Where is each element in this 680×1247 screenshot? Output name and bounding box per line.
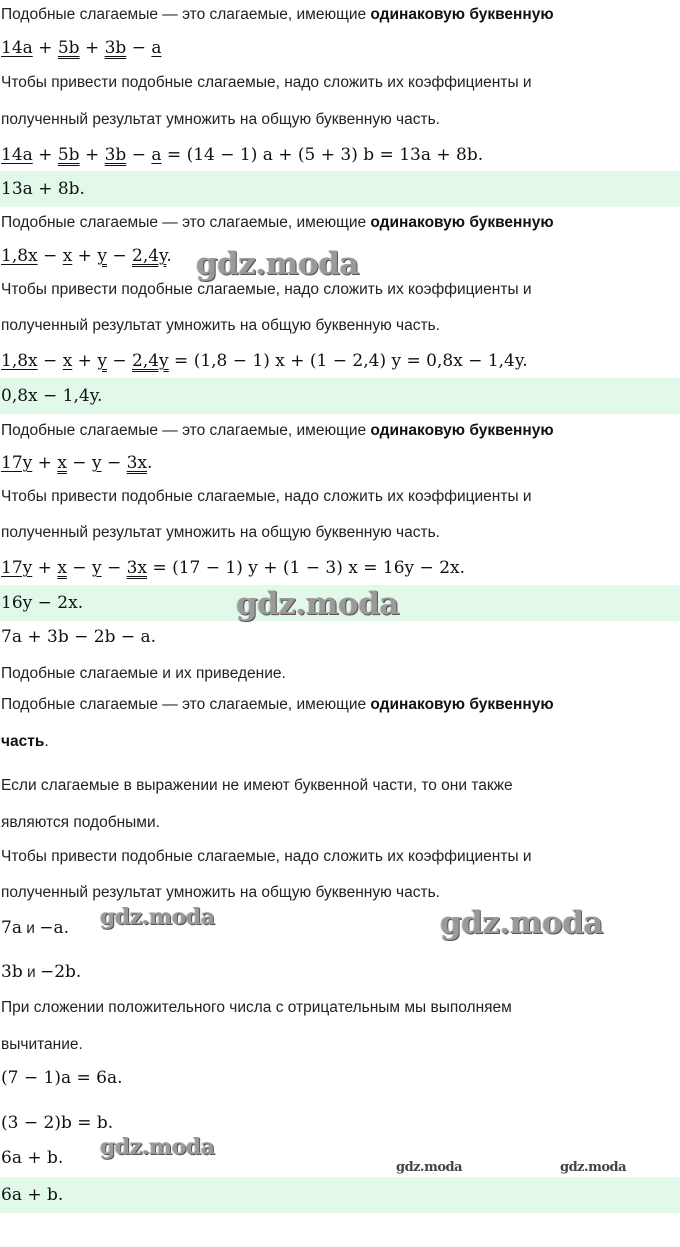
watermark-logo: gdz.moda [100, 1134, 215, 1160]
answer-highlight: 16y − 2x. [0, 585, 680, 621]
answer-highlight: 0,8x − 1,4y. [0, 378, 680, 414]
watermark-logo: gdz.moda [560, 1160, 627, 1175]
sign-rule-line: вычитание. [1, 1036, 83, 1053]
rule-line: полученный результат умножить на общую буквенную часть. [1, 317, 440, 334]
step: (7 − 1)a = 6a. [1, 1068, 123, 1088]
step: (3 − 2)b = b. [1, 1113, 114, 1133]
rule-line: Чтобы привести подобные слагаемые, надо сложить их коэффициенты и [1, 74, 532, 91]
expression: 1,8x − x + y − 2,4y. [1, 246, 172, 266]
note-line: Если слагаемые в выражении не имеют буквенной части, то они также [1, 777, 513, 794]
calculation: 14a + 5b + 3b − a = (14 − 1) a + (5 + 3) b = 13a + 8b. [1, 145, 484, 165]
calculation: 1,8x − x + y − 2,4y = (1,8 − 1) x + (1 − 2,4) y = 0,8x − 1,4y. [1, 351, 528, 371]
rule-line: полученный результат умножить на общую буквенную часть. [1, 111, 440, 128]
topic-line: Подобные слагаемые и их приведение. [1, 665, 286, 682]
rule-line: Чтобы привести подобные слагаемые, надо сложить их коэффициенты и [1, 848, 532, 865]
answer-highlight: 6a + b. [0, 1177, 680, 1213]
answer-highlight: 13a + 8b. [0, 171, 680, 207]
watermark-logo: gdz.moda [236, 586, 399, 622]
rule-line: Чтобы привести подобные слагаемые, надо сложить их коэффициенты и [1, 281, 532, 298]
definition-line: часть. [1, 733, 49, 750]
watermark-logo: gdz.moda [396, 1160, 463, 1175]
expression: 7a + 3b − 2b − a. [1, 627, 157, 647]
watermark-logo: gdz.moda [440, 905, 603, 941]
definition-line: Подобные слагаемые — это слагаемые, имеющие одинаковую буквенную [1, 6, 554, 23]
expression: 17y + x − y − 3x. [1, 453, 153, 473]
step: 6a + b. [1, 1148, 64, 1168]
watermark-logo: gdz.moda [100, 904, 215, 930]
definition-line: Подобные слагаемые — это слагаемые, имеющие одинаковую буквенную [1, 696, 554, 713]
calculation: 17y + x − y − 3x = (17 − 1) y + (1 − 3) x = 16y − 2x. [1, 558, 466, 578]
sign-rule-line: При сложении положительного числа с отрицательным мы выполняем [1, 999, 512, 1016]
watermark-logo: gdz.moda [196, 246, 359, 282]
expression: 14a + 5b + 3b − a [1, 38, 162, 58]
term-pair: 7a и −a. [1, 918, 70, 938]
rule-line: полученный результат умножить на общую буквенную часть. [1, 884, 440, 901]
rule-line: полученный результат умножить на общую буквенную часть. [1, 524, 440, 541]
note-line: являются подобными. [1, 814, 160, 831]
rule-line: Чтобы привести подобные слагаемые, надо сложить их коэффициенты и [1, 488, 532, 505]
term-pair: 3b и −2b. [1, 962, 82, 982]
definition-line: Подобные слагаемые — это слагаемые, имеющие одинаковую буквенную [1, 214, 554, 231]
definition-line: Подобные слагаемые — это слагаемые, имеющие одинаковую буквенную [1, 422, 554, 439]
